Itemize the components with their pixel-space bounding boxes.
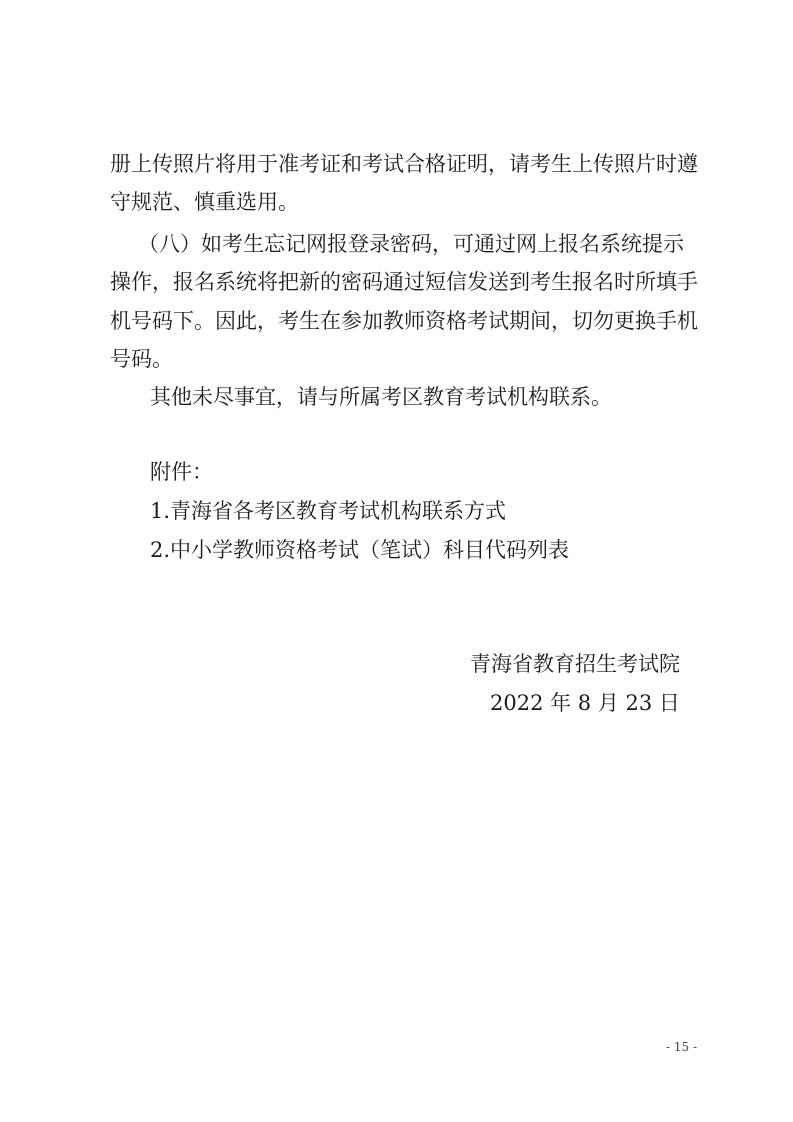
paragraph-line-7: 其他未尽事宜，请与所属考区教育考试机构联系。 bbox=[150, 385, 612, 409]
paragraph-line-2: 守规范、慎重选用。 bbox=[110, 190, 299, 214]
paragraph-line-5: 机号码下。因此，考生在参加教师资格考试期间，切勿更换手机 bbox=[110, 309, 698, 333]
paragraph-line-4: 操作，报名系统将把新的密码通过短信发送到考生报名时所填手 bbox=[110, 270, 698, 294]
paragraph-line-6: 号码。 bbox=[110, 347, 173, 371]
paragraph-line-3: （八）如考生忘记网报登录密码，可通过网上报名系统提示 bbox=[138, 232, 684, 256]
attachments-heading: 附件： bbox=[150, 460, 213, 484]
page-number: - 15 - bbox=[665, 1040, 697, 1054]
signature-date: 2022 年 8 月 23 日 bbox=[490, 691, 680, 715]
attachment-item-1: 1.青海省各考区教育考试机构联系方式 bbox=[150, 499, 507, 523]
attachment-item-2: 2.中小学教师资格考试（笔试）科目代码列表 bbox=[150, 538, 570, 562]
signature-org: 青海省教育招生考试院 bbox=[470, 652, 680, 676]
paragraph-line-1: 册上传照片将用于准考证和考试合格证明，请考生上传照片时遵 bbox=[110, 152, 698, 176]
